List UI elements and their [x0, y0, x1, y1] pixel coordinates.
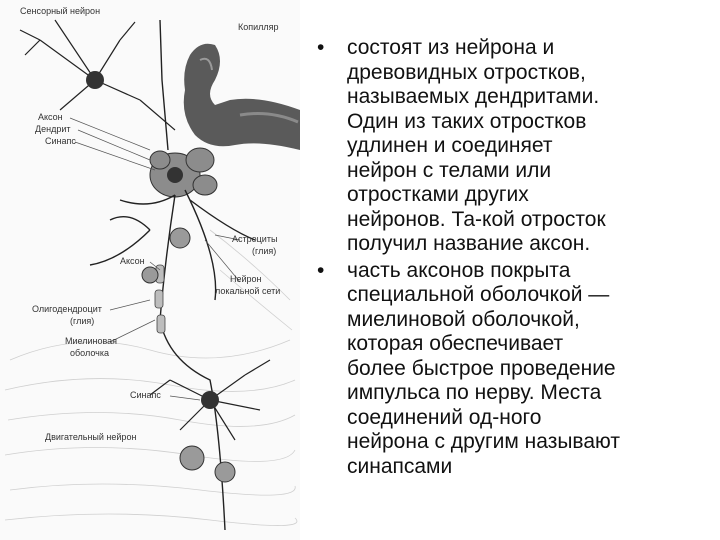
bullet-line: миелиновой оболочкой, [347, 307, 580, 331]
bullet-line: часть аксонов покрыта [347, 258, 571, 282]
bullet-line: состоят из нейрона и [347, 36, 555, 59]
bullet-item [305, 259, 710, 480]
bullet-line: Один из таких отростков [347, 109, 587, 133]
text-column [305, 36, 710, 481]
bullet-list [305, 36, 710, 479]
label-astrocytes-sub: (глия) [252, 246, 277, 256]
bullet-line: удлинен и соединяет [347, 134, 553, 157]
bullet-line: которая обеспечивает [347, 332, 564, 355]
bullet-line: специальной оболочкой — [347, 283, 610, 306]
bullet-line: нейронов. Та-кой отросток [347, 207, 606, 231]
label-sensory-neuron: Сенсорный нейрон [20, 6, 101, 16]
label-local-neuron: Нейрон [230, 274, 262, 284]
bullet-item [305, 36, 710, 257]
bullet-line: получил название аксон. [347, 232, 591, 255]
label-oligodendrocyte-sub: (глия) [70, 316, 95, 326]
bullet-line: соединений од-ного [347, 405, 542, 429]
bullet-line: импульса по нерву. Места [347, 381, 602, 404]
label-capillary: Копилляр [238, 22, 279, 32]
bullet-line: синапсами [347, 454, 453, 478]
bullet-marker: • [317, 258, 325, 282]
bullet-line: нейрон с телами или [347, 158, 552, 182]
bullet-line: называемых дендритами. [347, 85, 600, 108]
neuron-illustration [0, 0, 300, 540]
label-axon-mid: Аксон [120, 256, 145, 266]
label-synapse-top: Синапс [45, 136, 76, 146]
label-oligodendrocyte: Олигодендроцит [32, 304, 102, 314]
bullet-line: древовидных отростков, [347, 60, 586, 84]
bullet-line: более быстрое проведение [347, 356, 616, 380]
bullet-marker: • [317, 36, 325, 59]
bullet-line: отростками других [347, 183, 529, 206]
label-axon-top: Аксон [38, 112, 63, 122]
label-motor-neuron: Двигательный нейрон [45, 432, 137, 442]
neuron-diagram [0, 0, 300, 540]
label-local-neuron-sub: локальной сети [215, 286, 281, 296]
label-myelin: Миелиновая [65, 336, 118, 346]
label-astrocytes: Астроциты [232, 234, 278, 244]
label-synapse-bottom: Синапс [130, 390, 161, 400]
bullet-line: нейрона с другим называют [347, 430, 620, 453]
label-myelin-sub: оболочка [70, 348, 109, 358]
label-dendrite: Дендрит [35, 124, 71, 134]
